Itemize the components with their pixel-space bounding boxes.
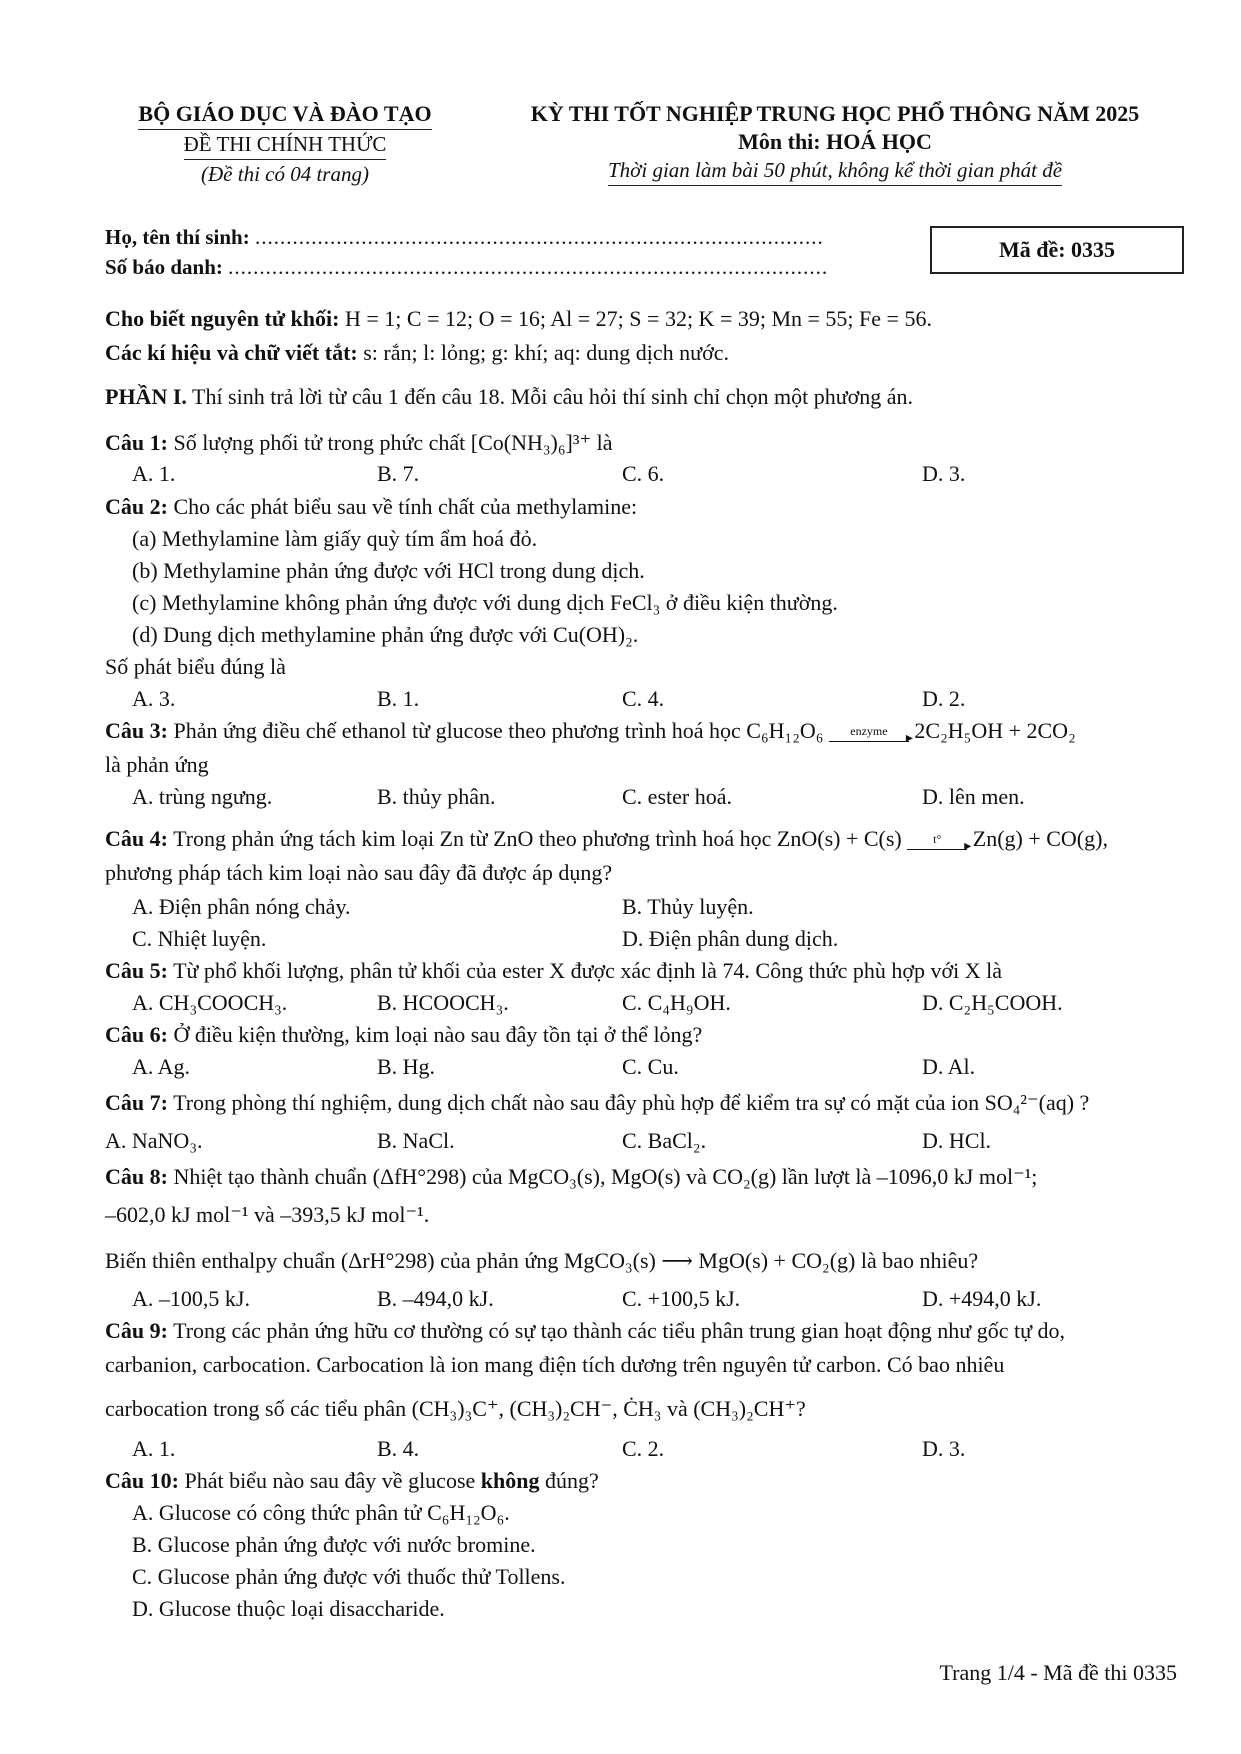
- q6-option-a[interactable]: A. Ag.: [132, 1054, 191, 1079]
- atomic-values: H = 1; C = 12; O = 16; Al = 27; S = 32; K = 39; Mn = 55; Fe = 56.: [344, 306, 932, 331]
- q3-line2: là phản ứng: [105, 752, 209, 777]
- q9-option-c[interactable]: C. 2.: [622, 1436, 665, 1461]
- q8-options: [132, 1286, 1212, 1316]
- q3-option-d[interactable]: D. lên men.: [922, 784, 1025, 809]
- q7-option-b[interactable]: B. NaCl.: [377, 1128, 455, 1153]
- q1-text: Số lượng phối tử trong phức chất [Co(NH₃)₆]³⁺ là: [173, 430, 613, 455]
- q1-option-b[interactable]: B. 7.: [377, 461, 420, 486]
- q5-options: [132, 990, 1212, 1020]
- q1-option-d[interactable]: D. 3.: [922, 461, 966, 486]
- q2-option-b[interactable]: B. 1.: [377, 686, 420, 711]
- part1-label: PHẦN I.: [105, 384, 187, 409]
- name-label: Họ, tên thí sinh:: [105, 225, 250, 249]
- id-dots: ................................................................................................: [228, 255, 829, 279]
- q6-option-d[interactable]: D. Al.: [922, 1054, 976, 1079]
- part1-text: Thí sinh trả lời từ câu 1 đến câu 18. Mỗi câu hỏi thí sinh chỉ chọn một phương án.: [192, 384, 914, 409]
- q3-products: 2C₂H₅OH + 2CO₂: [914, 718, 1076, 743]
- q6-option-c[interactable]: C. Cu.: [622, 1054, 679, 1079]
- q4-label: Câu 4:: [105, 826, 168, 851]
- reaction-arrow: t° ▸: [907, 832, 967, 850]
- q5-text: Từ phổ khối lượng, phân tử khối của ester X được xác định là 74. Công thức phù hợp với X là: [173, 958, 1003, 983]
- q8-text: Nhiệt tạo thành chuẩn (ΔfH°298) của MgCO₃(s), MgO(s) và CO₂(g) lần lượt là –1096,0 kJ mol⁻¹;: [173, 1164, 1038, 1189]
- q9-line3: carbocation trong số các tiểu phân (CH₃)₃C⁺, (CH₃)₂CH⁻, ĊH₃ và (CH₃)₂CH⁺?: [105, 1396, 806, 1421]
- atomic-masses: [105, 306, 932, 332]
- q2-option-c[interactable]: C. 4.: [622, 686, 665, 711]
- q3-option-b[interactable]: B. thủy phân.: [377, 784, 496, 809]
- page-footer: Trang 1/4 - Mã đề thi 0335: [939, 1660, 1177, 1685]
- atomic-label: Cho biết nguyên tử khối:: [105, 306, 340, 331]
- q1-option-c[interactable]: C. 6.: [622, 461, 665, 486]
- q5-option-d[interactable]: D. C₂H₅COOH.: [922, 990, 1063, 1015]
- q6-options: [132, 1054, 1212, 1084]
- name-dots: ...........................................................................................: [254, 225, 824, 249]
- q8-option-d[interactable]: D. +494,0 kJ.: [922, 1286, 1042, 1311]
- q6-label: Câu 6:: [105, 1022, 168, 1047]
- q2-statement-b: (b) Methylamine phản ứng được với HCl trong dung dịch.: [132, 558, 645, 583]
- q5-option-a[interactable]: A. CH₃COOCH₃.: [132, 990, 288, 1015]
- q10-text-bold: không: [480, 1468, 540, 1493]
- symbols-values: s: rắn; l: lỏng; g: khí; aq: dung dịch nước.: [363, 340, 729, 365]
- question-5: [105, 958, 1002, 984]
- question-8: [105, 1164, 1037, 1190]
- q2-statement-c: (c) Methylamine không phản ứng được với dung dịch FeCl₃ ở điều kiện thường.: [132, 590, 838, 615]
- q2-options: [132, 686, 1212, 716]
- q8-option-b[interactable]: B. –494,0 kJ.: [377, 1286, 494, 1311]
- q2-text: Cho các phát biểu sau về tính chất của methylamine:: [173, 494, 638, 519]
- q1-label: Câu 1:: [105, 430, 168, 455]
- q8-option-a[interactable]: A. –100,5 kJ.: [132, 1286, 250, 1311]
- part1-instruction: [105, 384, 913, 410]
- q7-option-d[interactable]: D. HCl.: [922, 1128, 992, 1153]
- q2-stem: Số phát biểu đúng là: [105, 654, 286, 679]
- q8-label: Câu 8:: [105, 1164, 168, 1189]
- q4-option-b[interactable]: B. Thủy luyện.: [622, 894, 754, 919]
- q4-option-d[interactable]: D. Điện phân dung dịch.: [622, 926, 839, 951]
- q10-option-b[interactable]: B. Glucose phản ứng được với nước bromine.: [132, 1532, 536, 1557]
- q9-option-a[interactable]: A. 1.: [132, 1436, 176, 1461]
- q7-text: Trong phòng thí nghiệm, dung dịch chất nào sau đây phù hợp để kiểm tra sự có mặt của ion SO₄²⁻(aq) ?: [173, 1090, 1090, 1115]
- q5-label: Câu 5:: [105, 958, 168, 983]
- q7-options: [105, 1128, 1185, 1158]
- question-9: [105, 1318, 1065, 1344]
- q4-text: Trong phản ứng tách kim loại Zn từ ZnO theo phương trình hoá học ZnO(s) + C(s): [173, 826, 902, 851]
- official-label: ĐỀ THI CHÍNH THỨC: [184, 130, 387, 160]
- q10-option-d[interactable]: D. Glucose thuộc loại disaccharide.: [132, 1596, 445, 1621]
- question-10: [105, 1468, 599, 1494]
- arrow-label: enzyme: [850, 723, 888, 738]
- q7-option-a[interactable]: A. NaNO₃.: [105, 1128, 203, 1153]
- q10-label: Câu 10:: [105, 1468, 179, 1493]
- subject-title: Môn thi: HOÁ HỌC: [738, 129, 932, 154]
- q3-text: Phản ứng điều chế ethanol từ glucose theo phương trình hoá học C₆H₁₂O₆: [173, 718, 824, 743]
- q2-option-d[interactable]: D. 2.: [922, 686, 966, 711]
- question-1: [105, 430, 612, 456]
- q3-option-a[interactable]: A. trùng ngưng.: [132, 784, 273, 809]
- q2-label: Câu 2:: [105, 494, 168, 519]
- q4-line2: phương pháp tách kim loại nào sau đây đã được áp dụng?: [105, 860, 613, 885]
- q9-options: [132, 1436, 1212, 1466]
- q4-option-c[interactable]: C. Nhiệt luyện.: [132, 926, 267, 951]
- exam-code-box: Mã đề: 0335: [930, 226, 1184, 274]
- q3-options: [132, 784, 1212, 814]
- q6-option-b[interactable]: B. Hg.: [377, 1054, 436, 1079]
- q7-option-c[interactable]: C. BaCl₂.: [622, 1128, 707, 1153]
- q4-options-row1: [132, 894, 1212, 924]
- q1-option-a[interactable]: A. 1.: [132, 461, 176, 486]
- arrow-label: t°: [933, 831, 942, 846]
- id-label: Số báo danh:: [105, 255, 223, 279]
- reaction-arrow: enzyme ▸: [829, 724, 909, 742]
- q9-text: Trong các phản ứng hữu cơ thường có sự tạo thành các tiểu phân trung gian hoạt động như gốc tự do,: [173, 1318, 1065, 1343]
- q9-label: Câu 9:: [105, 1318, 168, 1343]
- header-right: [490, 100, 1180, 186]
- q2-statement-d: (d) Dung dịch methylamine phản ứng được với Cu(OH)₂.: [132, 622, 639, 647]
- q3-label: Câu 3:: [105, 718, 168, 743]
- q9-option-b[interactable]: B. 4.: [377, 1436, 420, 1461]
- q4-options-row2: [132, 926, 1212, 956]
- q1-options: [132, 461, 1212, 491]
- candidate-info: [105, 222, 828, 282]
- question-7: [105, 1090, 1089, 1116]
- q6-text: Ở điều kiện thường, kim loại nào sau đây tồn tại ở thể lỏng?: [173, 1022, 703, 1047]
- question-2: [105, 494, 637, 520]
- q2-statement-a: (a) Methylamine làm giấy quỳ tím ẩm hoá đỏ.: [132, 526, 538, 551]
- symbols-note: [105, 340, 729, 366]
- q5-option-b[interactable]: B. HCOOCH₃.: [377, 990, 509, 1015]
- q10-option-a[interactable]: A. Glucose có công thức phân tử C₆H₁₂O₆.: [132, 1500, 510, 1525]
- question-3: [105, 718, 1076, 744]
- q7-label: Câu 7:: [105, 1090, 168, 1115]
- question-4: [105, 826, 1108, 852]
- q9-line2: carbanion, carbocation. Carbocation là ion mang điện tích dương trên nguyên tử carbon. Có bao nhiêu: [105, 1352, 1005, 1377]
- pages-note: (Đề thi có 04 trang): [201, 162, 369, 186]
- q10-text-before: Phát biểu nào sau đây về glucose: [184, 1468, 476, 1493]
- q8-line2: –602,0 kJ mol⁻¹ và –393,5 kJ mol⁻¹.: [105, 1202, 430, 1227]
- q10-text-after: đúng?: [544, 1468, 599, 1493]
- q5-option-c[interactable]: C. C₄H₉OH.: [622, 990, 731, 1015]
- exam-title: KỲ THI TỐT NGHIỆP TRUNG HỌC PHỔ THÔNG NĂM 2025: [530, 101, 1140, 126]
- q8-line3: Biến thiên enthalpy chuẩn (ΔrH°298) của phản ứng MgCO₃(s) ⟶ MgO(s) + CO₂(g) là bao nhiêu?: [105, 1248, 979, 1273]
- q9-option-d[interactable]: D. 3.: [922, 1436, 966, 1461]
- q3-option-c[interactable]: C. ester hoá.: [622, 784, 732, 809]
- q10-option-c[interactable]: C. Glucose phản ứng được với thuốc thử Tollens.: [132, 1564, 566, 1589]
- q4-option-a[interactable]: A. Điện phân nóng chảy.: [132, 894, 351, 919]
- ministry-name: BỘ GIÁO DỤC VÀ ĐÀO TẠO: [138, 100, 431, 130]
- q8-option-c[interactable]: C. +100,5 kJ.: [622, 1286, 741, 1311]
- symbols-label: Các kí hiệu và chữ viết tắt:: [105, 340, 358, 365]
- header-left: [95, 100, 475, 188]
- question-6: [105, 1022, 702, 1048]
- q4-products: Zn(g) + CO(g),: [972, 826, 1108, 851]
- time-note: Thời gian làm bài 50 phút, không kể thời gian phát đề: [608, 156, 1062, 186]
- q2-option-a[interactable]: A. 3.: [132, 686, 176, 711]
